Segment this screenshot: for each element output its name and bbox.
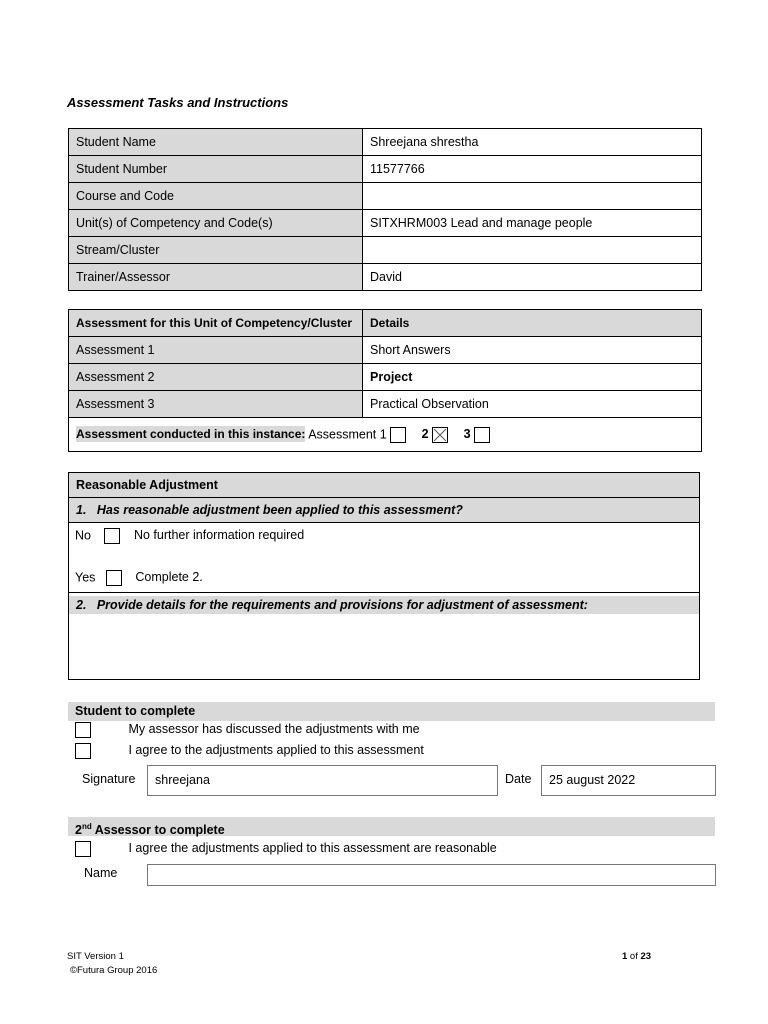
course-code-label: Course and Code	[69, 183, 363, 210]
instance-option-2-checkbox[interactable]	[432, 427, 448, 443]
table-row	[69, 264, 702, 291]
assessment-2-value: Project	[363, 364, 702, 391]
student-item-2-checkbox[interactable]	[75, 743, 91, 759]
table-row	[69, 237, 702, 264]
checkbox-cross-icon	[433, 428, 447, 442]
student-item-1-checkbox[interactable]	[75, 722, 91, 738]
yes-text: Complete 2.	[135, 570, 203, 585]
divider	[69, 592, 699, 593]
assessment-header-right: Details	[363, 310, 702, 337]
assessor-item-1-text: I agree the adjustments applied to this assessment are reasonable	[128, 841, 497, 856]
student-item-1-text: My assessor has discussed the adjustments with me	[128, 722, 420, 737]
assessor-title-number: 2	[75, 823, 82, 838]
trainer-assessor-label: Trainer/Assessor	[69, 264, 363, 291]
student-name-label: Student Name	[69, 129, 363, 156]
page-total: 23	[640, 951, 652, 962]
assessor-item-1	[75, 841, 497, 857]
student-number-value[interactable]: 11577766	[363, 156, 702, 183]
student-info-table	[68, 128, 702, 291]
instance-option-3-checkbox[interactable]	[474, 427, 490, 443]
reasonable-adjustment-question-2: 2. Provide details for the requirements and provisions for adjustment of assessment:	[69, 596, 699, 614]
instance-option-1-checkbox[interactable]	[390, 427, 406, 443]
assessor-item-1-checkbox[interactable]	[75, 841, 91, 857]
student-number-label: Student Number	[69, 156, 363, 183]
stream-cluster-value[interactable]	[363, 237, 702, 264]
assessor-complete-title	[68, 817, 715, 836]
table-row	[69, 310, 702, 337]
table-row	[69, 156, 702, 183]
table-row	[69, 418, 702, 452]
table-row	[69, 210, 702, 237]
course-code-value[interactable]	[363, 183, 702, 210]
page-current: 1	[622, 951, 628, 962]
signature-field[interactable]: shreejana	[147, 765, 498, 796]
unit-competency-label: Unit(s) of Competency and Code(s)	[69, 210, 363, 237]
no-text: No further information required	[133, 528, 305, 543]
student-name-value[interactable]: Shreejana shrestha	[363, 129, 702, 156]
footer-copyright: ©Futura Group 2016	[70, 965, 158, 976]
page-of: of	[627, 951, 641, 962]
assessment-1-label: Assessment 1	[69, 337, 363, 364]
table-row	[69, 183, 702, 210]
instance-option-2-label: 2	[421, 426, 429, 441]
date-label: Date	[505, 772, 532, 786]
no-label: No	[75, 528, 91, 543]
name-label: Name	[84, 866, 118, 880]
table-row	[69, 337, 702, 364]
page-title: Assessment Tasks and Instructions	[67, 95, 289, 110]
assessment-3-label: Assessment 3	[69, 391, 363, 418]
instance-label: Assessment conducted in this instance:	[76, 426, 306, 441]
stream-cluster-label: Stream/Cluster	[69, 237, 363, 264]
reasonable-adjustment-question-1: 1. Has reasonable adjustment been applied to this assessment?	[69, 498, 699, 523]
assessor-title-suffix: nd	[81, 822, 92, 831]
table-row	[69, 129, 702, 156]
adjustment-details-area[interactable]	[75, 618, 691, 674]
assessor-title-text: Assessor to complete	[91, 823, 225, 838]
name-field[interactable]	[147, 864, 716, 886]
yes-label: Yes	[75, 570, 96, 585]
unit-competency-value[interactable]: SITXHRM003 Lead and manage people	[363, 210, 702, 237]
page-number	[622, 951, 651, 962]
yes-option	[75, 570, 203, 586]
date-field[interactable]: 25 august 2022	[541, 765, 716, 796]
footer-version: SIT Version 1	[67, 951, 124, 962]
assessment-3-value: Practical Observation	[363, 391, 702, 418]
assessment-table	[68, 309, 702, 452]
reasonable-adjustment-box	[68, 472, 700, 680]
table-row	[69, 391, 702, 418]
signature-label: Signature	[82, 772, 136, 786]
table-row	[69, 364, 702, 391]
student-item-2	[75, 743, 424, 759]
trainer-assessor-value[interactable]: David	[363, 264, 702, 291]
no-checkbox[interactable]	[104, 528, 120, 544]
student-item-2-text: I agree to the adjustments applied to this assessment	[128, 743, 424, 758]
reasonable-adjustment-title: Reasonable Adjustment	[69, 473, 699, 498]
student-complete-title: Student to complete	[68, 702, 715, 721]
assessment-2-label: Assessment 2	[69, 364, 363, 391]
assessment-header-left: Assessment for this Unit of Competency/Cluster	[69, 310, 363, 337]
yes-checkbox[interactable]	[106, 570, 122, 586]
instance-option-1-label: Assessment 1	[308, 426, 387, 441]
instance-option-3-label: 3	[463, 426, 471, 441]
assessment-1-value: Short Answers	[363, 337, 702, 364]
student-item-1	[75, 722, 420, 738]
assessment-instance-row	[69, 418, 702, 452]
no-option	[75, 528, 304, 544]
